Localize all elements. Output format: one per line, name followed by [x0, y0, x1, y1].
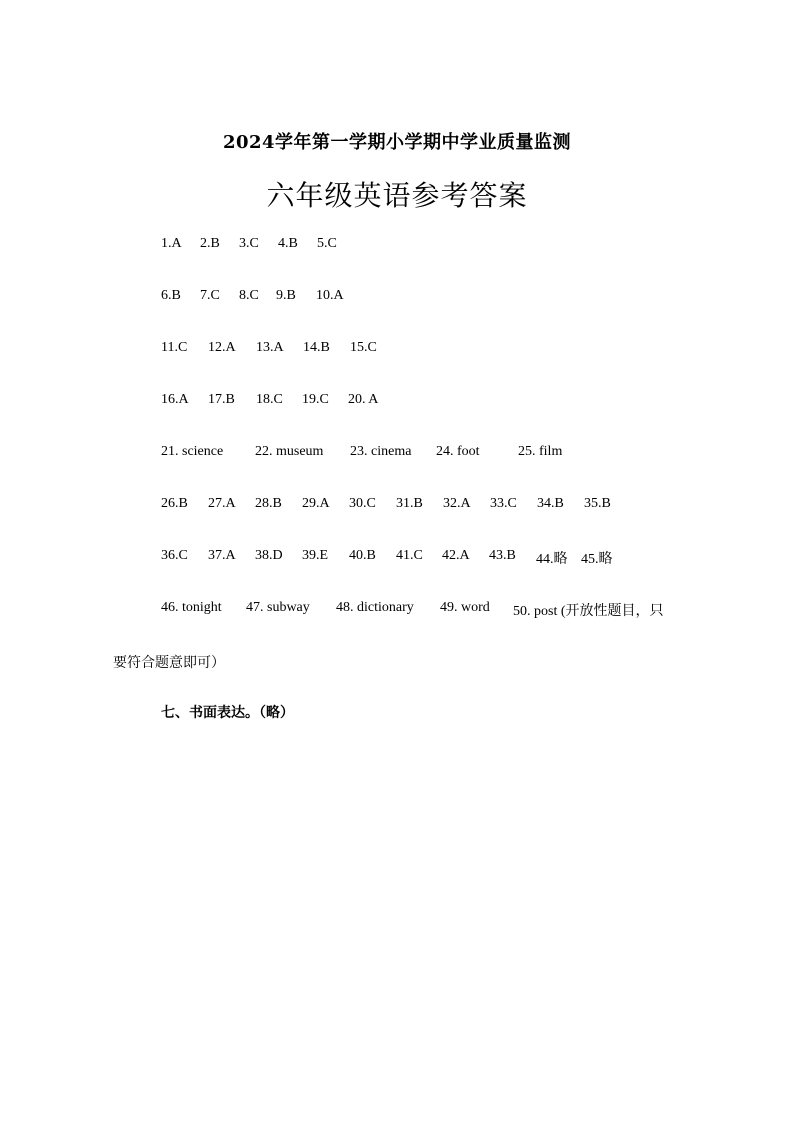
answer-item: 40.B	[349, 548, 376, 563]
answer-item: 31.B	[396, 496, 423, 511]
answer-item: 42.A	[442, 548, 470, 563]
answer-item: 41.C	[396, 548, 423, 563]
answer-item: 34.B	[537, 496, 564, 511]
answer-item: 20. A	[348, 392, 379, 407]
answer-item: 47. subway	[246, 600, 310, 615]
answer-item: 33.C	[490, 496, 517, 511]
answer-item: 9.B	[276, 288, 296, 303]
answer-item: 44.略	[536, 552, 568, 567]
answer-item: 15.C	[350, 340, 377, 355]
exam-title: 2024学年第一学期小学期中学业质量监测	[222, 132, 572, 153]
answer-item: 45.略	[581, 552, 613, 567]
answer-item: 21. science	[161, 444, 224, 459]
answer-item: 1.A	[161, 236, 182, 251]
answer-item: 12.A	[208, 340, 236, 355]
answer-item: 10.A	[316, 288, 344, 303]
answer-item: 28.B	[255, 496, 282, 511]
answer-item: 30.C	[349, 496, 376, 511]
answer-item: 36.C	[161, 548, 188, 563]
answer-item: 26.B	[161, 496, 188, 511]
answer-item: 17.B	[208, 392, 235, 407]
answer-key-title: 六年级英语参考答案	[266, 179, 528, 212]
answer-item: 38.D	[255, 548, 283, 563]
answer-item: 8.C	[239, 288, 259, 303]
answer-item: 35.B	[584, 496, 611, 511]
answer-item: 19.C	[302, 392, 329, 407]
answer-item: 5.C	[317, 236, 337, 251]
section-seven-heading: 七、书面表达。（略）	[161, 705, 294, 721]
answer-item: 6.B	[161, 288, 181, 303]
answer-item: 14.B	[303, 340, 330, 355]
answer-item: 43.B	[489, 548, 516, 563]
answer-item: 7.C	[200, 288, 220, 303]
answer-item: 49. word	[440, 600, 490, 615]
answer-item: 27.A	[208, 496, 236, 511]
answer-item: 32.A	[443, 496, 471, 511]
answer-note-continuation: 要符合题意即可）	[113, 656, 225, 671]
answer-item: 25. film	[518, 444, 563, 459]
answer-item: 37.A	[208, 548, 236, 563]
answer-item: 39.E	[302, 548, 329, 563]
answer-item: 46. tonight	[161, 600, 222, 615]
answer-item: 22. museum	[255, 444, 324, 459]
answer-item: 29.A	[302, 496, 330, 511]
answer-item: 50. post (开放性题目，只	[513, 604, 664, 619]
answer-item: 48. dictionary	[336, 600, 414, 615]
answer-item: 11.C	[161, 340, 188, 355]
answer-item: 18.C	[256, 392, 283, 407]
answer-item: 3.C	[239, 236, 259, 251]
answer-item: 23. cinema	[350, 444, 412, 459]
answer-item: 13.A	[256, 340, 284, 355]
answer-item: 2.B	[200, 236, 220, 251]
answer-item: 24. foot	[436, 444, 480, 459]
answer-item: 16.A	[161, 392, 189, 407]
answer-item: 4.B	[278, 236, 298, 251]
